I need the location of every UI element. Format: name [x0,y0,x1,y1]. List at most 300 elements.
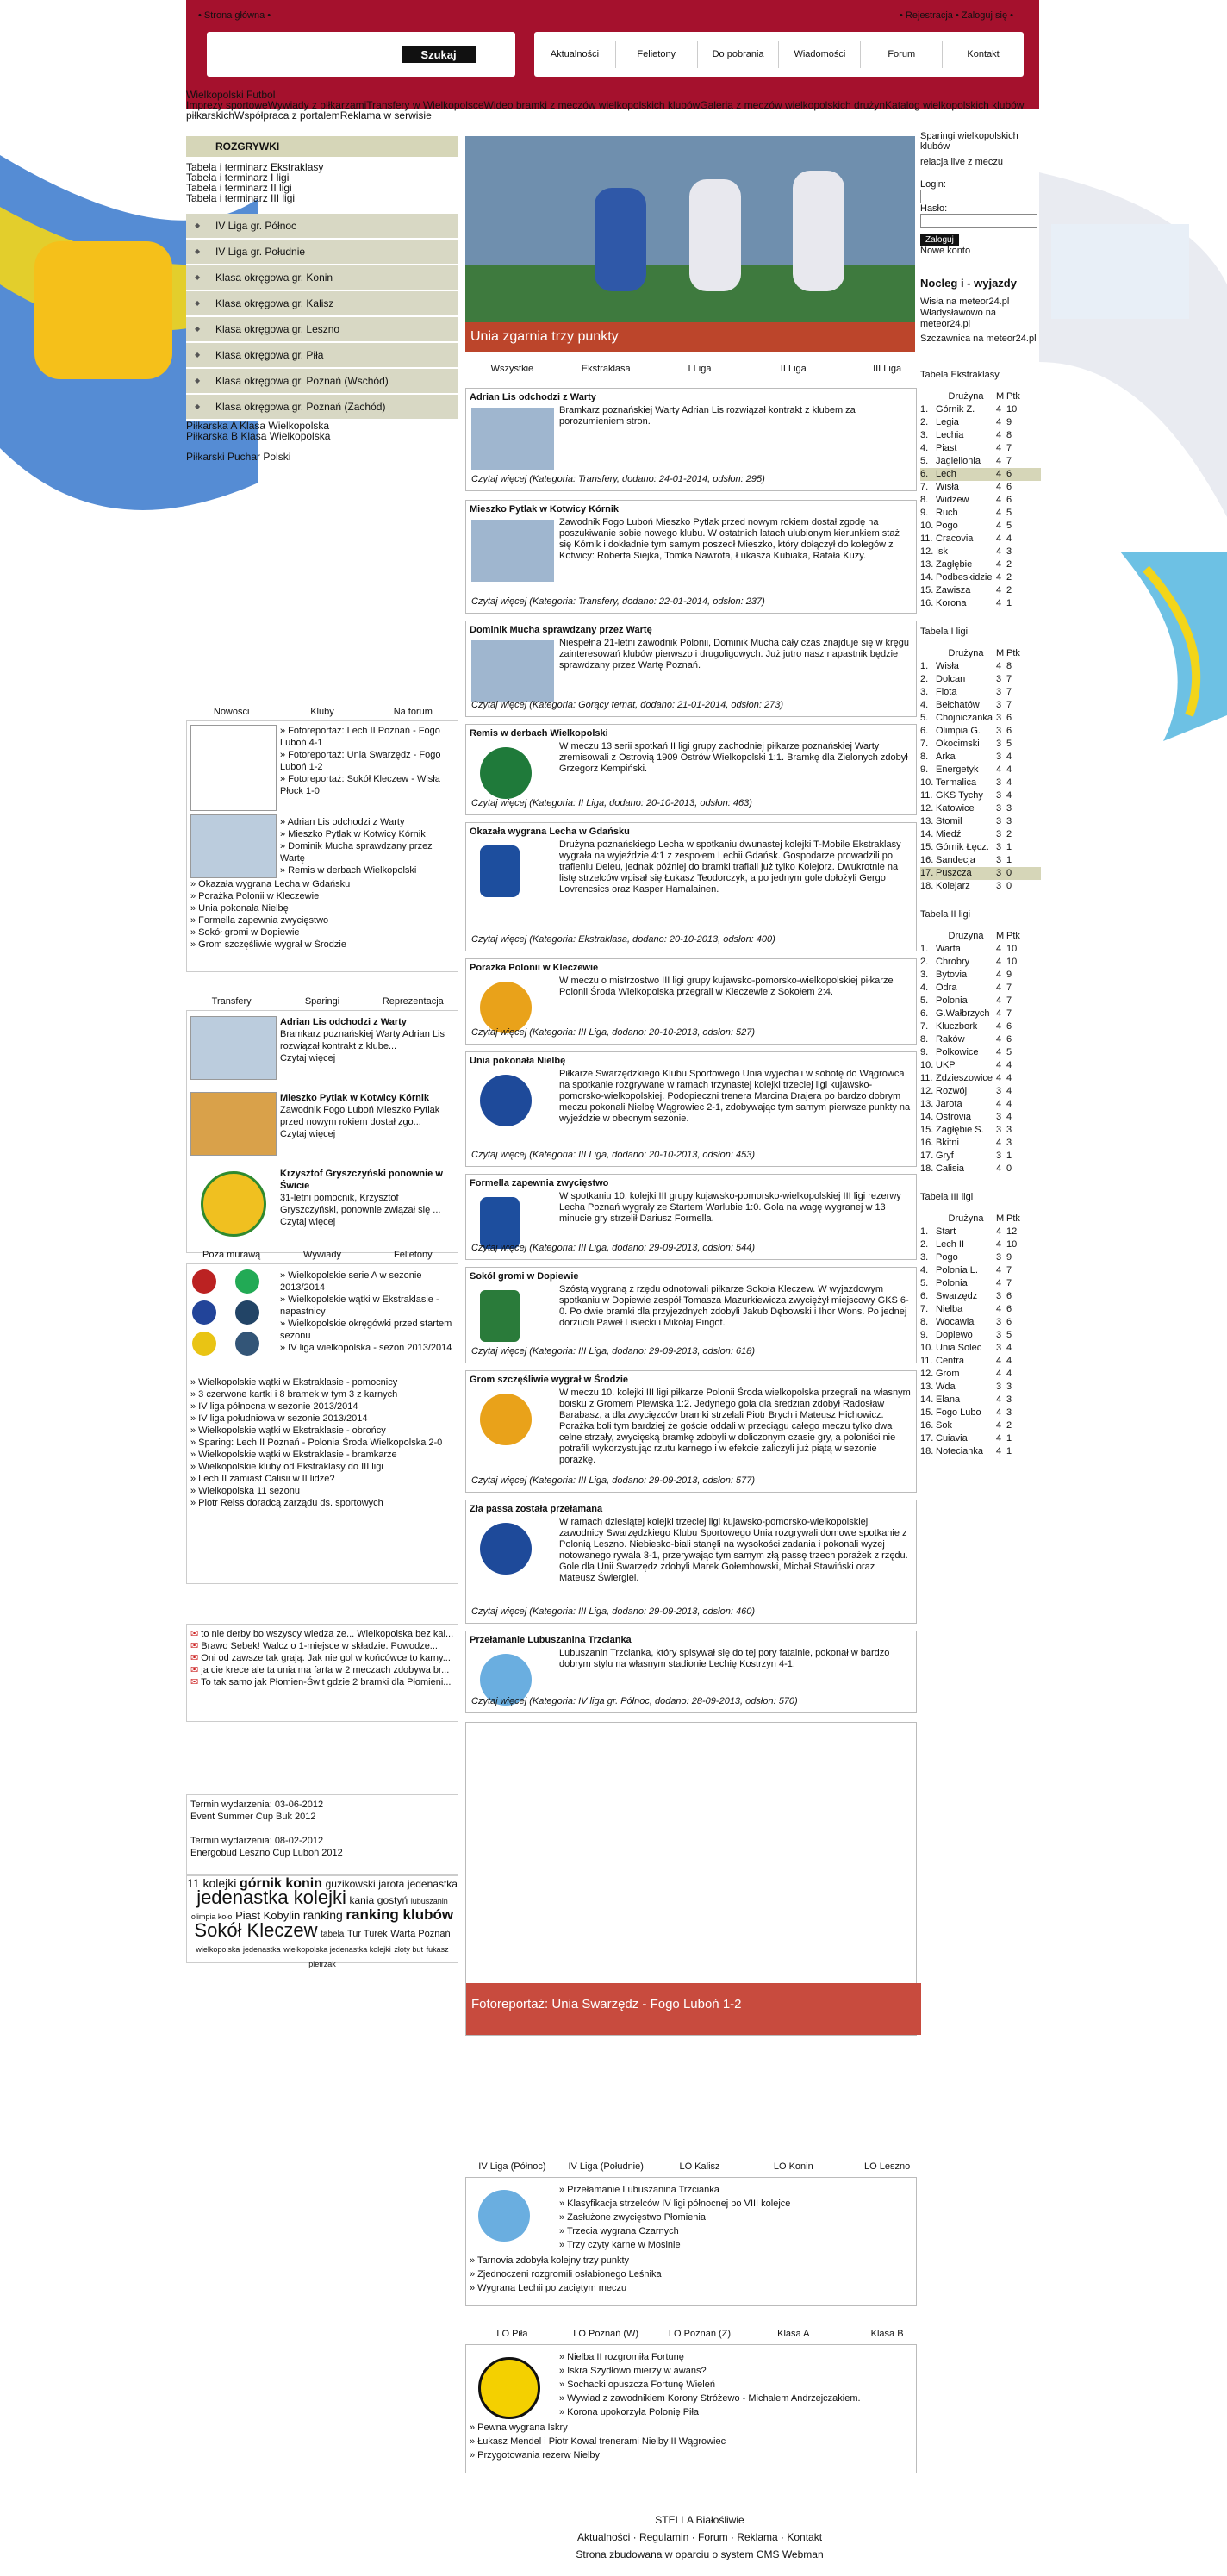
nav-felietony[interactable]: Felietony [616,41,698,68]
club-logo-icon [235,1332,259,1356]
article-title[interactable]: Unia pokonała Nielbę [470,1056,566,1066]
list-item[interactable]: » Trzecia wygrana Czarnych [559,2226,679,2236]
tag[interactable]: górnik konin [239,1876,322,1891]
footer-links[interactable]: Aktualności · Regulamin · Forum · Reklama · Kontakt [576,2531,823,2543]
table-title: Tabela III ligi [920,1192,974,1202]
event-name[interactable]: Energobud Leszno Cup Luboń 2012 [190,1848,343,1858]
regional-news-list-continued [470,2254,662,2295]
table-row: 8. Arka 3 4 [920,752,1012,762]
foto-list [280,725,452,797]
table-row: 5. Polonia 4 7 [920,1278,1012,1288]
search-button[interactable]: Szukaj [402,46,476,63]
list-item[interactable]: » Wielkopolskie okręgówki przed startem sezonu [280,1319,452,1341]
candy-wrapper-image [1051,224,1189,319]
article-meta[interactable]: Czytaj więcej (Kategoria: Transfery, dodano: 24-01-2014, odsłon: 295) [471,474,765,484]
table-row: 9. Energetyk 4 4 [920,764,1012,775]
transfer-box [186,1010,458,1253]
tab-sparingi[interactable]: Sparingi [304,996,340,1007]
table-row: 15. Zagłębie S. 3 3 [920,1125,1012,1135]
tag[interactable]: Piast [235,1909,260,1922]
feature-list-continued [190,1376,454,1509]
tag[interactable]: olimpia koło [190,1912,233,1921]
transfer-title[interactable]: Krzysztof Gryszczyński ponownie w Świcie [280,1169,443,1191]
list-item[interactable]: » Fotoreportaż: Unia Swarzędz - Fogo Luboń 1-2 [280,750,441,772]
article [465,1500,917,1624]
tag[interactable]: 11 kolejki [187,1876,237,1890]
list-item[interactable]: » Wielkopolskie wątki w Ekstraklasie - bramkarze [190,1450,397,1460]
article-meta[interactable]: Czytaj więcej (Kategoria: III Liga, dodano: 29-09-2013, odsłon: 544) [471,1243,755,1253]
tag[interactable]: złoty but [394,1945,423,1954]
tab-na-forum[interactable]: Na forum [393,707,433,717]
article [465,1174,917,1260]
tab-iv-liga-poludnie[interactable]: IV Liga (Południe) [568,2161,644,2172]
footer-cms: Strona zbudowana w oparciu o system CMS Webman [576,2548,824,2560]
hero-caption[interactable]: Unia zgarnia trzy punkty [465,322,915,352]
list-item[interactable]: » Korona upokorzyła Polonię Piła [559,2407,700,2417]
league-item[interactable]: ◆ Klasa okręgowa gr. Konin [186,265,458,291]
tab-felietony[interactable]: Felietony [394,1250,433,1260]
tag[interactable]: jarota [378,1878,405,1890]
league-item[interactable]: ◆ Klasa okręgowa gr. Poznań (Zachód) [186,395,458,421]
list-item[interactable]: » Pewna wygrana Iskry [470,2423,568,2433]
tag[interactable]: pietrzak [308,1960,336,1968]
table-row: 12. Isk 4 3 [920,546,1012,557]
article-title[interactable]: Sokół gromi w Dopiewie [470,1271,579,1282]
list-item[interactable]: » Wielkopolskie kluby od Ekstraklasy do III ligi [190,1462,383,1472]
tab-iii-liga[interactable]: III Liga [873,364,902,374]
table-row: 18. Notecianka 4 1 [920,1446,1012,1456]
table-row: 4. Odra 4 7 [920,982,1012,993]
jar-image [34,241,172,379]
transfer-tabs [186,996,458,1007]
link-iii-liga[interactable]: Tabela i terminarz III ligi [186,192,296,204]
link-a-klasa[interactable]: Piłkarska A Klasa Wielkopolska [186,420,330,432]
tab-iv-liga-polnoc[interactable]: IV Liga (Północ) [478,2161,546,2172]
list-item[interactable]: » Fotoreportaż: Sokół Kleczew - Wisła Płock 1-0 [280,774,440,796]
table-row: 2. Lech II 4 10 [920,1239,1018,1250]
photo-report-box [465,1722,917,2036]
tab-reprezentacja[interactable]: Reprezentacja [382,996,444,1007]
article-title[interactable]: Adrian Lis odchodzi z Warty [470,392,596,402]
list-item[interactable]: » Sparing: Lech II Poznań - Polonia Środa Wielkopolska 2-0 [190,1438,443,1448]
article-meta[interactable]: Czytaj więcej (Kategoria: IV liga gr. Północ, dodano: 28-09-2013, odsłon: 570) [471,1696,798,1706]
article-title[interactable]: Okazała wygrana Lecha w Gdańsku [470,826,630,837]
nav-forum[interactable]: Forum [861,41,943,68]
tab-lo-poznan-w[interactable]: LO Poznań (W) [573,2329,639,2339]
table-row: 6. G.Wałbrzych 4 7 [920,1008,1012,1019]
lodging-list [920,296,1041,345]
unia-logo-icon [480,1523,532,1575]
list-item[interactable]: » Mieszko Pytlak w Kotwicy Kórnik [280,829,426,839]
list-item[interactable]: » Wielkopolskie wątki w Ekstraklasie - pomocnicy [190,1377,398,1388]
list-item[interactable]: » IV liga wielkopolska - sezon 2013/2014 [280,1343,452,1353]
league-menu [186,214,458,421]
table-row: 13. Zagłębie 4 2 [920,559,1012,570]
link-ekstraklasa[interactable]: Tabela i terminarz Ekstraklasy [186,161,324,173]
table-header: Drużyna M Ptk [948,391,1020,402]
article [465,1267,917,1363]
table-header: Drużyna M Ptk [948,648,1020,658]
table-row: 14. Miedź 3 2 [920,829,1012,839]
link-ii-liga[interactable]: Tabela i terminarz II ligi [186,182,292,194]
table-row: 13. Jarota 4 4 [920,1099,1012,1109]
regional-news-list [559,2183,790,2252]
list-item[interactable]: » Grom szczęśliwie wygrał w Środzie [190,939,346,950]
table-row: 5. Jagiellonia 4 7 [920,456,1012,466]
transfer-text: Zawodnik Fogo Luboń Mieszko Pytlak przed nowym rokiem dostał zgo... [280,1105,440,1127]
table-row: 10. UKP 4 4 [920,1060,1012,1070]
table-row: 11. GKS Tychy 3 4 [920,790,1012,801]
news-thumbnail[interactable] [190,814,277,878]
table-row: 7. Kluczbork 4 6 [920,1021,1012,1032]
table-row: 3. Bytovia 4 9 [920,970,1012,980]
sparing-link[interactable]: Sparingi wielkopolskich klubów [920,131,1018,152]
list-item[interactable]: » Unia pokonała Nielbę [190,903,289,914]
login-button[interactable]: Zaloguj [920,234,959,246]
comment-item[interactable]: ✉ to nie derby bo wszyscy wiedza ze... Wielkopolska bez kal... [190,1629,454,1639]
list-item[interactable]: » Wielkopolskie wątki w Ekstraklasie - napastnicy [280,1294,439,1317]
comment-item[interactable]: ✉ Brawo Sebek! Walcz o 1-miejsce w składzie. Powodze... [190,1641,438,1651]
comment-icon: ✉ [190,1665,202,1675]
table-row: 2. Legia 4 9 [920,417,1012,427]
list-item[interactable]: » Wygrana Lechii po zaciętym meczu [470,2283,627,2293]
comment-icon: ✉ [190,1629,202,1639]
table-row: 4. Polonia L. 4 7 [920,1265,1012,1276]
tag[interactable]: Kobylin [263,1909,301,1922]
table-row: 15. Fogo Lubo 4 3 [920,1407,1012,1418]
club-logo-icon [192,1300,216,1325]
list-item[interactable]: » Sokół gromi w Dopiewie [190,927,300,938]
list-item[interactable]: Wisła na meteor24.pl [920,296,1010,307]
list-item[interactable]: Szczawnica na meteor24.pl [920,334,1037,344]
comments-box [186,1624,458,1722]
transfer-item [280,1168,452,1228]
tag[interactable]: jedenastka [243,1945,281,1954]
article-meta[interactable]: Czytaj więcej (Kategoria: Gorący temat, dodano: 21-01-2014, odsłon: 273) [471,700,783,710]
read-more-link[interactable]: Czytaj więcej [280,1053,336,1063]
login-input[interactable] [920,190,1037,203]
tag[interactable]: gostyń [377,1894,408,1906]
article-title[interactable]: Formella zapewnia zwycięstwo [470,1178,609,1188]
transfer-thumbnail[interactable] [190,1016,277,1080]
article-title[interactable]: Dominik Mucha sprawdzany przez Wartę [470,625,652,635]
search-form [207,32,515,77]
table-row: 9. Ruch 4 5 [920,508,1012,518]
tag[interactable]: Tur Turek [346,1929,388,1939]
nav-wiadomosci[interactable]: Wiadomości [779,41,861,68]
list-item[interactable]: » Porażka Polonii w Kleczewie [190,891,320,901]
list-item[interactable]: » Nielba II rozgromiła Fortunę [559,2352,684,2362]
table-row: 1. Warta 4 10 [920,944,1018,954]
comment-icon: ✉ [190,1653,202,1663]
table-row: 13. Wda 3 3 [920,1382,1012,1392]
article-title[interactable]: Przełamanie Lubuszanina Trzcianka [470,1635,632,1645]
table-row: 16. Bkitni 4 3 [920,1138,1012,1148]
club-logo-icon [235,1269,259,1294]
table-row: 1. Górnik Z. 4 10 [920,404,1018,415]
search-input[interactable] [215,46,391,63]
lodging-title: Nocleg i - wyjazdy [920,277,1017,290]
table-row: 8. Raków 4 6 [920,1034,1012,1045]
table-row: 4. Bełchatów 3 7 [920,700,1012,710]
event-name[interactable]: Event Summer Cup Buk 2012 [190,1812,316,1822]
table-row: 16. Korona 4 1 [920,598,1012,608]
comment-item[interactable]: ✉ Oni od zawsze tak grają. Jak nie gol w końcówce to karny... [190,1653,451,1663]
list-item[interactable]: » IV liga północna w sezonie 2013/2014 [190,1401,358,1412]
new-account-link[interactable]: Nowe konto [920,246,971,256]
tag-cloud [186,1875,458,1968]
article [465,958,917,1045]
table-title: Tabela II ligi [920,909,971,920]
list-item[interactable]: » Klasyfikacja strzelców IV ligi północnej po VIII kolejce [559,2199,791,2209]
read-more-link[interactable]: Czytaj więcej [280,1217,336,1227]
table-row: 8. Wocawia 3 6 [920,1317,1012,1327]
tag[interactable]: wielkopolska jedenastka kolejki [283,1945,391,1954]
tab-poza-murawa[interactable]: Poza murawą [202,1250,261,1260]
list-item[interactable]: » Formella zapewnia zwycięstwo [190,915,329,926]
tab-i-liga[interactable]: I Liga [688,364,712,374]
article-meta[interactable]: Czytaj więcej (Kategoria: III Liga, dodano: 29-09-2013, odsłon: 577) [471,1475,755,1486]
tag[interactable]: tabela [321,1930,345,1939]
table-row: 14. Elana 4 3 [920,1394,1012,1405]
polonia-logo-icon [480,982,532,1033]
lubuszanin-logo-icon [478,2190,530,2242]
list-item[interactable]: » Łukasz Mendel i Piotr Kowal trenerami Nielby II Wągrowiec [470,2436,726,2447]
list-item[interactable]: » Dominik Mucha sprawdzany przez Wartę [280,841,433,864]
club-logos-grid [190,1269,273,1364]
article [465,822,917,951]
table-row: 7. Okocimski 3 5 [920,739,1012,749]
article-title[interactable]: Porażka Polonii w Kleczewie [470,963,599,973]
article-title[interactable]: Grom szczęśliwie wygrał w Środzie [470,1375,629,1385]
list-item[interactable]: » Wielkopolska 11 sezonu [190,1486,300,1496]
tag[interactable]: jedenastka [407,1878,458,1890]
list-item[interactable]: » Okazała wygrana Lecha w Gdańsku [190,879,351,889]
list-item[interactable]: » Piotr Reiss doradcą zarządu ds. sportowych [190,1498,383,1508]
list-item[interactable]: » Przełamanie Lubuszanina Trzcianka [559,2185,719,2195]
tab-lo-pila[interactable]: LO Piła [496,2329,528,2339]
table-row: 1. Start 4 12 [920,1226,1018,1237]
list-item[interactable]: » Remis w derbach Wielkopolski [280,865,417,876]
table-row: 8. Widzew 4 6 [920,495,1012,505]
news-tabs [186,707,458,717]
table-row: 7. Nielba 4 6 [920,1304,1012,1314]
tab-lo-konin[interactable]: LO Konin [773,2161,813,2172]
article-text: W meczu 13 serii spotkań II ligi grupy zachodniej piłkarze poznańskiej Warty zremisowali z Ostrovią 1909 Ostrów Wielkopolski 1:1. Bramkę dla Zielonych zdobył Grzegorz Kempiński. [559,741,908,774]
tab-nowosci[interactable]: Nowości [213,707,250,717]
table-row: 11. Centra 4 4 [920,1356,1012,1366]
photo-report-caption[interactable]: Fotoreportaż: Unia Swarzędz - Fogo Luboń 1-2 [466,1983,921,2035]
transfer-title[interactable]: Adrian Lis odchodzi z Warty [280,1017,407,1027]
article-meta[interactable]: Czytaj więcej (Kategoria: Ekstraklasa, dodano: 20-10-2013, odsłon: 400) [471,934,775,945]
list-item[interactable]: » Sochacki opuszcza Fortunę Wieleń [559,2380,715,2390]
article-text: W spotkaniu 10. kolejki III grupy kujawsko-pomorsko-wielkopolskiej III ligi rezerwy Lecha Poznań wygrały ze Startem Warlubie 1:0. Gola na wagę wygranej w 13 minucie gry strzelił Dariusz Formella. [559,1191,901,1224]
regional-news-box [465,2177,917,2306]
article-image[interactable] [471,408,554,470]
table-row: 10. Unia Solec 3 4 [920,1343,1012,1353]
table-row: 9. Dopiewo 3 5 [920,1330,1012,1340]
club-logo-icon [192,1269,216,1294]
article-meta[interactable]: Czytaj więcej (Kategoria: III Liga, dodano: 29-09-2013, odsłon: 618) [471,1346,755,1357]
article-meta[interactable]: Czytaj więcej (Kategoria: III Liga, dodano: 29-09-2013, odsłon: 460) [471,1606,755,1617]
table-row: 12. Katowice 3 3 [920,803,1012,814]
transfer-text: Bramkarz poznańskiej Warty Adrian Lis rozwiązał kontrakt z klube... [280,1029,445,1051]
list-item[interactable]: » Wielkopolskie serie A w sezonie 2013/2014 [280,1270,422,1293]
list-item[interactable]: » Zasłużone zwycięstwo Płomienia [559,2212,706,2223]
comment-item[interactable]: ✉ To tak samo jak Płomien-Świt gdzie 2 bramki dla Płomieni... [190,1677,452,1687]
account-links[interactable]: • Rejestracja • Zaloguj się • [900,10,1013,21]
tag[interactable]: wielkopolska [196,1945,240,1954]
table-title: Tabela I ligi [920,627,969,637]
tag[interactable]: fukasz [426,1945,449,1954]
left-column [186,136,458,1968]
transfer-title[interactable]: Mieszko Pytlak w Kotwicy Kórnik [280,1093,429,1103]
tab-klasa-b[interactable]: Klasa B [870,2329,904,2339]
list-item[interactable]: » Przygotowania rezerw Nielby [470,2450,601,2461]
club-crest-icon [201,1171,266,1237]
article [465,1631,917,1713]
table-row: 17. Puszcza 3 0 [920,867,1041,880]
tab-klasa-a[interactable]: Klasa A [777,2329,810,2339]
article-text: W ramach dziesiątej kolejki trzeciej ligi kujawsko-pomorsko-wielkopolskiej zawodnicy Swarzędzkiego Klubu Sportowego Unia rozgrywali domowe spotkanie z Polonią Leszno. Niebiesko-biali stanęli na wysokości zadania i pokonali wyżej notowanego rywala 3-1, przerywając tym samym złą passę trzech porażek z rzędu. Gole dla Unii Swarzędz zdobyli Marek Gołembowski, Michał Stawiński oraz Mateusz Świergiel. [559,1517,908,1583]
link-i-liga[interactable]: Tabela i terminarz I ligi [186,172,290,184]
list-item[interactable]: » Iskra Szydłowo mierzy w awans? [559,2366,707,2376]
table-row: 3. Flota 3 7 [920,687,1012,697]
tab-lo-poznan-z[interactable]: LO Poznań (Z) [668,2329,732,2339]
table-row: 15. Górnik Łęcz. 3 1 [920,842,1012,852]
table-row: 10. Termalica 3 4 [920,777,1012,788]
list-item[interactable]: » IV liga południowa w sezonie 2013/2014 [190,1413,368,1424]
list-item[interactable]: Władysławowo na meteor24.pl [920,308,997,329]
news-list [280,816,452,876]
nav-do-pobrania[interactable]: Do pobrania [698,41,780,68]
league-item[interactable]: ◆ Klasa okręgowa gr. Piła [186,343,458,369]
table-row: 9. Polkowice 4 5 [920,1047,1012,1057]
table-row: 5. Chojniczanka 3 6 [920,713,1012,723]
league-item[interactable]: ◆ IV Liga gr. Południe [186,240,458,265]
league-item[interactable]: ◆ Klasa okręgowa gr. Kalisz [186,291,458,317]
table-row: 10. Pogo 4 5 [920,521,1012,531]
feature-box [186,1263,458,1584]
nav-aktualnosci[interactable]: Aktualności [534,41,616,68]
list-item[interactable]: » Tarnovia zdobyła kolejny trzy punkty [470,2255,630,2266]
tab-transfery[interactable]: Transfery [211,996,252,1007]
comment-icon: ✉ [190,1641,202,1651]
link-b-klasa[interactable]: Piłkarska B Klasa Wielkopolska [186,430,331,442]
club-logo-icon [235,1300,259,1325]
feature-tabs [186,1250,458,1260]
tag[interactable]: jedenastka kolejki [196,1887,346,1908]
tab-ii-liga[interactable]: II Liga [780,364,807,374]
read-more-link[interactable]: Czytaj więcej [280,1129,336,1139]
article-meta[interactable]: Czytaj więcej (Kategoria: III Liga, dodano: 20-10-2013, odsłon: 453) [471,1150,755,1160]
live-link[interactable]: relacja live z meczu [920,157,1003,167]
article-text: Niespełna 21-letni zawodnik Polonii, Dominik Mucha cały czas znajduje się w kręgu zainteresowań klubów pierwszo i drugoligowych. Już jutro nasz napastnik będzie sprawdzany przez Wartę Poznań. [559,638,909,671]
table-row: 18. Calisia 4 0 [920,1163,1012,1174]
tab-lo-leszno[interactable]: LO Leszno [863,2161,911,2172]
table-row: 18. Kolejarz 3 0 [920,881,1012,891]
tag[interactable]: lubuszanin [410,1897,448,1905]
table-row: 12. Grom 4 4 [920,1369,1012,1379]
feature-list [280,1269,452,1354]
tab-wywiady[interactable]: Wywiady [303,1250,341,1260]
tag[interactable]: ranking klubów [346,1906,454,1923]
league-table [920,369,1041,610]
right-column [920,131,1041,1474]
transfer-item [280,1092,452,1140]
article [465,621,917,717]
tab-ekstraklasa[interactable]: Ekstraklasa [581,364,631,374]
article-title[interactable]: Remis w derbach Wielkopolski [470,728,608,739]
article-image[interactable] [471,640,554,702]
home-link[interactable]: • Strona główna • [198,10,271,21]
article-meta[interactable]: Czytaj więcej (Kategoria: Transfery, dodano: 22-01-2014, odsłon: 237) [471,596,765,607]
tag[interactable]: ranking [302,1908,343,1922]
league-item[interactable]: ◆ Klasa okręgowa gr. Poznań (Wschód) [186,369,458,395]
link-puchar[interactable]: Piłkarski Puchar Polski [186,451,291,463]
table-row: 7. Wisła 4 6 [920,482,1012,492]
table-row: 11. Cracovia 4 4 [920,533,1012,544]
list-item[interactable]: » Wywiad z zawodnikiem Korony Stróżewo - Michałem Andrzejczakiem. [559,2393,861,2404]
tag[interactable]: guzikowski [325,1878,376,1890]
tab-kluby[interactable]: Kluby [310,707,334,717]
transfer-item [280,1016,452,1064]
article-meta[interactable]: Czytaj więcej (Kategoria: III Liga, dodano: 20-10-2013, odsłon: 527) [471,1027,755,1038]
tab-wszystkie[interactable]: Wszystkie [490,364,534,374]
transfer-thumbnail[interactable] [190,1092,277,1156]
news-list-continued [190,878,449,951]
password-label: Hasło: [920,203,948,214]
event-date: Termin wydarzenia: 08-02-2012 [190,1836,324,1846]
tag[interactable]: Warta Poznań [390,1929,451,1939]
list-item[interactable]: » Wielkopolskie wątki w Ekstraklasie - obrońcy [190,1425,386,1436]
list-item[interactable]: » Lech II zamiast Calisii w II lidze? [190,1474,335,1484]
league-item[interactable]: ◆ Klasa okręgowa gr. Leszno [186,317,458,343]
comment-icon: ✉ [190,1677,202,1687]
list-item[interactable]: » Trzy czyty karne w Mosinie [559,2240,681,2250]
tag[interactable]: kania [349,1894,375,1906]
table-row: 1. Wisła 4 8 [920,661,1012,671]
subnav-links[interactable]: Imprezy sportoweWywiady z piłkarzamiTransfery w WielkopolsceWideo bramki z meczów wielkopolskich klubówGaleria z meczów wielkopolskich drużynKatalog wielkopolskich klubów piłkarskichWspółpraca z portalemReklama w serwisie [186,99,1025,122]
comment-item[interactable]: ✉ ja cie krece ale ta unia ma farta w 2 meczach zdobywa br... [190,1665,450,1675]
table-row: 3. Lechia 4 8 [920,430,1012,440]
tab-lo-kalisz[interactable]: LO Kalisz [679,2161,720,2172]
nielba-logo-icon [478,2357,540,2419]
list-item[interactable]: » 3 czerwone kartki i 8 bramek w tym 3 z karnych [190,1389,398,1400]
article-image[interactable] [471,520,554,582]
list-item[interactable]: » Zjednoczeni rozgromili osłabionego Leśnika [470,2269,662,2280]
regional-news-list-2 [559,2350,861,2419]
subnav-title[interactable]: Wielkopolski Futbol [186,89,276,101]
tag[interactable]: Sokół Kleczew [194,1919,318,1941]
league-table-links [186,162,323,203]
table-row: 4. Piast 4 7 [920,443,1012,453]
nav-kontakt[interactable]: Kontakt [967,49,1000,59]
article-title[interactable]: Zła passa została przełamana [470,1504,603,1514]
list-item[interactable]: » Adrian Lis odchodzi z Warty [280,817,405,827]
article-meta[interactable]: Czytaj więcej (Kategoria: II Liga, dodano: 20-10-2013, odsłon: 463) [471,798,752,808]
warta-logo-icon [480,747,532,799]
table-row: 17. Gryf 3 1 [920,1151,1012,1161]
article-text: W meczu 10. kolejki III ligi piłkarze Polonii Środa wielkopolska przegrali na własnym boisku z Gromem Plewiska 1:2. Jedynego gola dla średzian zdobył Radosław Barabasz, a dla zwycięzców bramki strzelali Piotr Brych i Mateusz Hichowicz. Porażka boli tym bardziej że goście oddali w przeciągu całego meczu tylko dwa celne strzały, zwycięską bramkę zdobyli w doliczonym czasie gry, a poloniści nie potrafili wykorzystując rzutu karnego i w efekcie zaliczyli już piątą w sezonie porażkę. [559,1388,911,1465]
article [465,724,917,815]
list-item[interactable]: » Fotoreportaż: Lech II Poznań - Fogo Luboń 4-1 [280,726,440,748]
league-item[interactable]: ◆ IV Liga gr. Północ [186,214,458,240]
password-input[interactable] [920,214,1037,228]
photo-thumbnail[interactable] [190,725,277,811]
article-title[interactable]: Mieszko Pytlak w Kotwicy Kórnik [470,504,619,515]
hero-slider[interactable] [465,136,915,352]
